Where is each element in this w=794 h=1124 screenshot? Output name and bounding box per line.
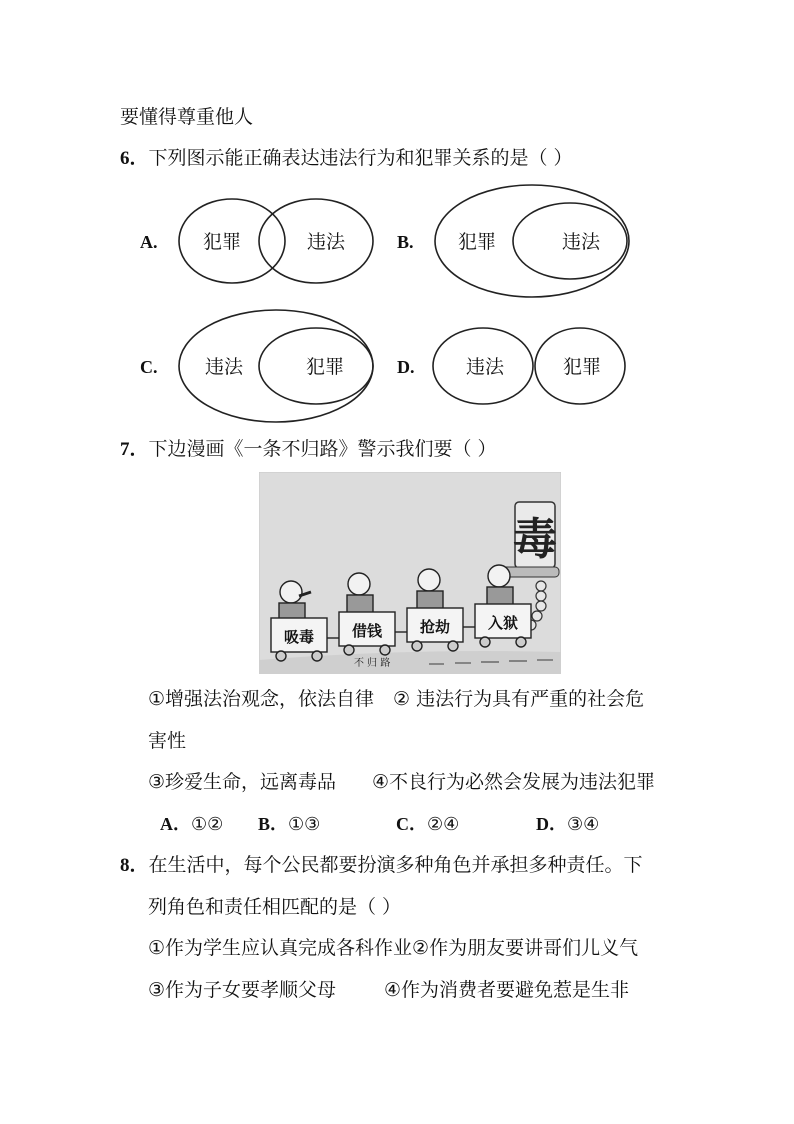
option-c-letter: C. <box>140 357 158 377</box>
venn-b-right-label: 违法 <box>561 231 601 253</box>
q8-statement-1-2: ①作为学生应认真完成各科作业②作为朋友要讲哥们儿义气 <box>148 937 639 959</box>
cartoon-no-return-road <box>259 472 561 674</box>
q7-choice-a: A．①② <box>160 814 224 835</box>
question-8 <box>120 853 643 878</box>
q7-statement-4: ④不良行为必然会发展为违法犯罪 <box>372 771 656 793</box>
venn-b-left-label: 犯罪 <box>457 231 497 253</box>
venn-d-right-label: 犯罪 <box>562 356 602 378</box>
q7-choice-d: D．③④ <box>536 814 600 835</box>
question-6-stem: 下列图示能正确表达违法行为和犯罪关系的是（ ） <box>148 147 573 169</box>
cartoon-road-label: 不 归 路 <box>354 658 391 669</box>
question-8-stem: 在生活中，每个公民都要扮演多种角色并承担多种责任。下 <box>148 854 643 876</box>
option-d-letter: D. <box>397 357 415 377</box>
car-label-4: 入狱 <box>487 614 519 632</box>
question-7-stem: 下边漫画《一条不归路》警示我们要（ ） <box>148 438 497 460</box>
q7-statement-3: ③珍爱生命，远离毒品 <box>148 771 337 793</box>
option-b-letter: B. <box>397 232 414 252</box>
car-label-2: 借钱 <box>351 622 383 640</box>
question-6-number: 6． <box>120 148 149 169</box>
q7-statement-2-continued: 害性 <box>148 730 187 752</box>
drug-sign-label: 毒 <box>513 514 557 565</box>
previous-answer-line: 要懂得尊重他人 <box>120 106 254 128</box>
venn-c-left-label: 违法 <box>204 356 244 378</box>
question-6 <box>120 146 573 171</box>
venn-a-right-label: 违法 <box>306 231 346 253</box>
q7-choice-c: C．②④ <box>396 814 460 835</box>
car-label-3: 抢劫 <box>419 618 451 636</box>
q8-statement-4: ④作为消费者要避免惹是生非 <box>384 979 630 1001</box>
venn-c-right-label: 犯罪 <box>305 356 345 378</box>
option-a-letter: A. <box>140 232 158 252</box>
q7-statement-1-2: ①增强法治观念，依法自律 ② 违法行为具有严重的社会危 <box>148 688 645 710</box>
venn-a-left-label: 犯罪 <box>202 231 242 253</box>
car-label-1: 吸毒 <box>283 628 315 646</box>
question-8-number: 8． <box>120 855 149 876</box>
question-7 <box>120 437 497 462</box>
question-7-number: 7． <box>120 439 149 460</box>
q7-choice-b: B．①③ <box>258 814 321 835</box>
venn-d-left-label: 违法 <box>465 356 505 378</box>
q8-statement-3: ③作为子女要孝顺父母 <box>148 979 337 1001</box>
question-8-stem-continued: 列角色和责任相匹配的是（ ） <box>148 896 402 918</box>
